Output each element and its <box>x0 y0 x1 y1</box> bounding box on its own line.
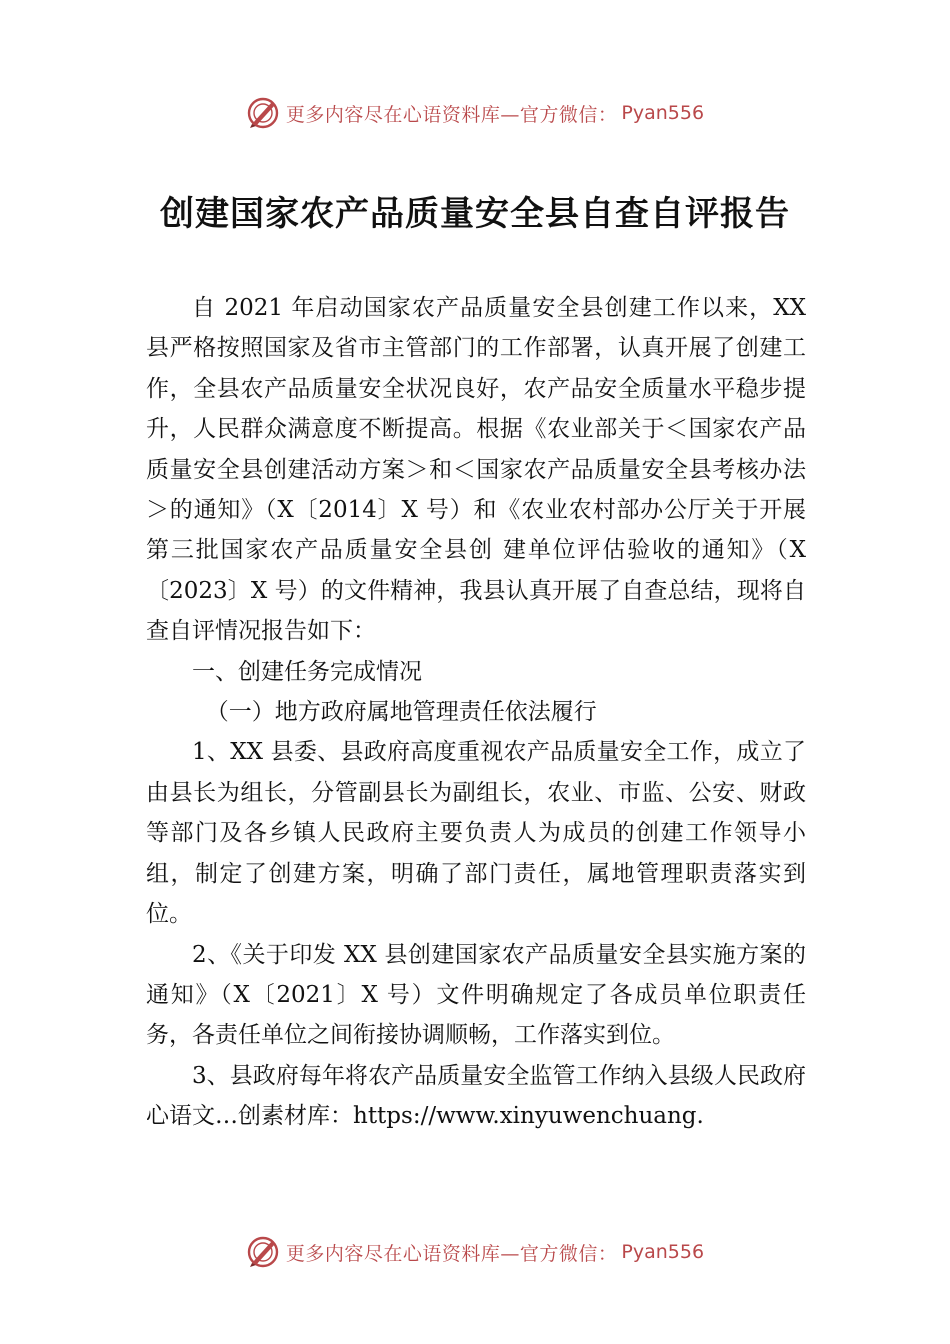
document-title: 创建国家农产品质量安全县自查自评报告 <box>160 194 790 234</box>
item-paragraph-2: 2、《关于印发 XX 县创建国家农产品质量安全县实施方案的通知》（X〔2021〕X 号）文件明确规定了各成员单位职责任务，各责任单位之间衔接协调顺畅，工作落实到位。 <box>146 941 806 1049</box>
document-body <box>146 288 806 1137</box>
pen-logo-icon <box>246 1235 280 1269</box>
item-paragraph-3: 3、县政府每年将农产品质量安全监管工作纳入县级人民政府心语文…创素材库：https://www.xinyuwenchuang. <box>146 1062 806 1130</box>
banner-text: 更多内容尽在心语资料库—官方微信： <box>285 103 618 126</box>
intro-paragraph: 自 2021 年启动国家农产品质量安全县创建工作以来，XX 县严格按照国家及省市主管部门的工作部署，认真开展了创建工作，全县农产品质量安全状况良好，农产品安全质量水平稳步提升，人民群众满意度不断提高。根据《农业部关于＜国家农产品质量安全县创建活动方案＞和＜国家农产品质量安全县考核办法＞的通知》（X〔2014〕X 号）和《农业农村部办公厅关于开展第三批国家农产品质量安全县创 建单位评估验收的通知》（X〔2023〕X 号）的文件精神，我县认真开展了自查总结，现将自查自评情况报告如下： <box>146 295 806 645</box>
header-banner <box>0 93 950 133</box>
pen-logo-icon <box>246 96 280 130</box>
banner-wechat-id: Pyan556 <box>621 102 705 124</box>
banner-text: 更多内容尽在心语资料库—官方微信： <box>285 1242 618 1265</box>
footer-banner <box>0 1232 950 1272</box>
subsection-heading: （一）地方政府属地管理责任依法履行 <box>205 699 597 726</box>
item-paragraph-1: 1、XX 县委、县政府高度重视农产品质量安全工作，成立了由县长为组长，分管副县长为副组长，农业、市监、公安、财政等部门及各乡镇人民政府主要负责人为成员的创建工作领导小组，制定了创建方案，明确了部门责任，属地管理职责落实到位。 <box>146 739 806 928</box>
banner-wechat-id: Pyan556 <box>621 1241 705 1263</box>
section-heading: 一、创建任务完成情况 <box>192 658 422 685</box>
